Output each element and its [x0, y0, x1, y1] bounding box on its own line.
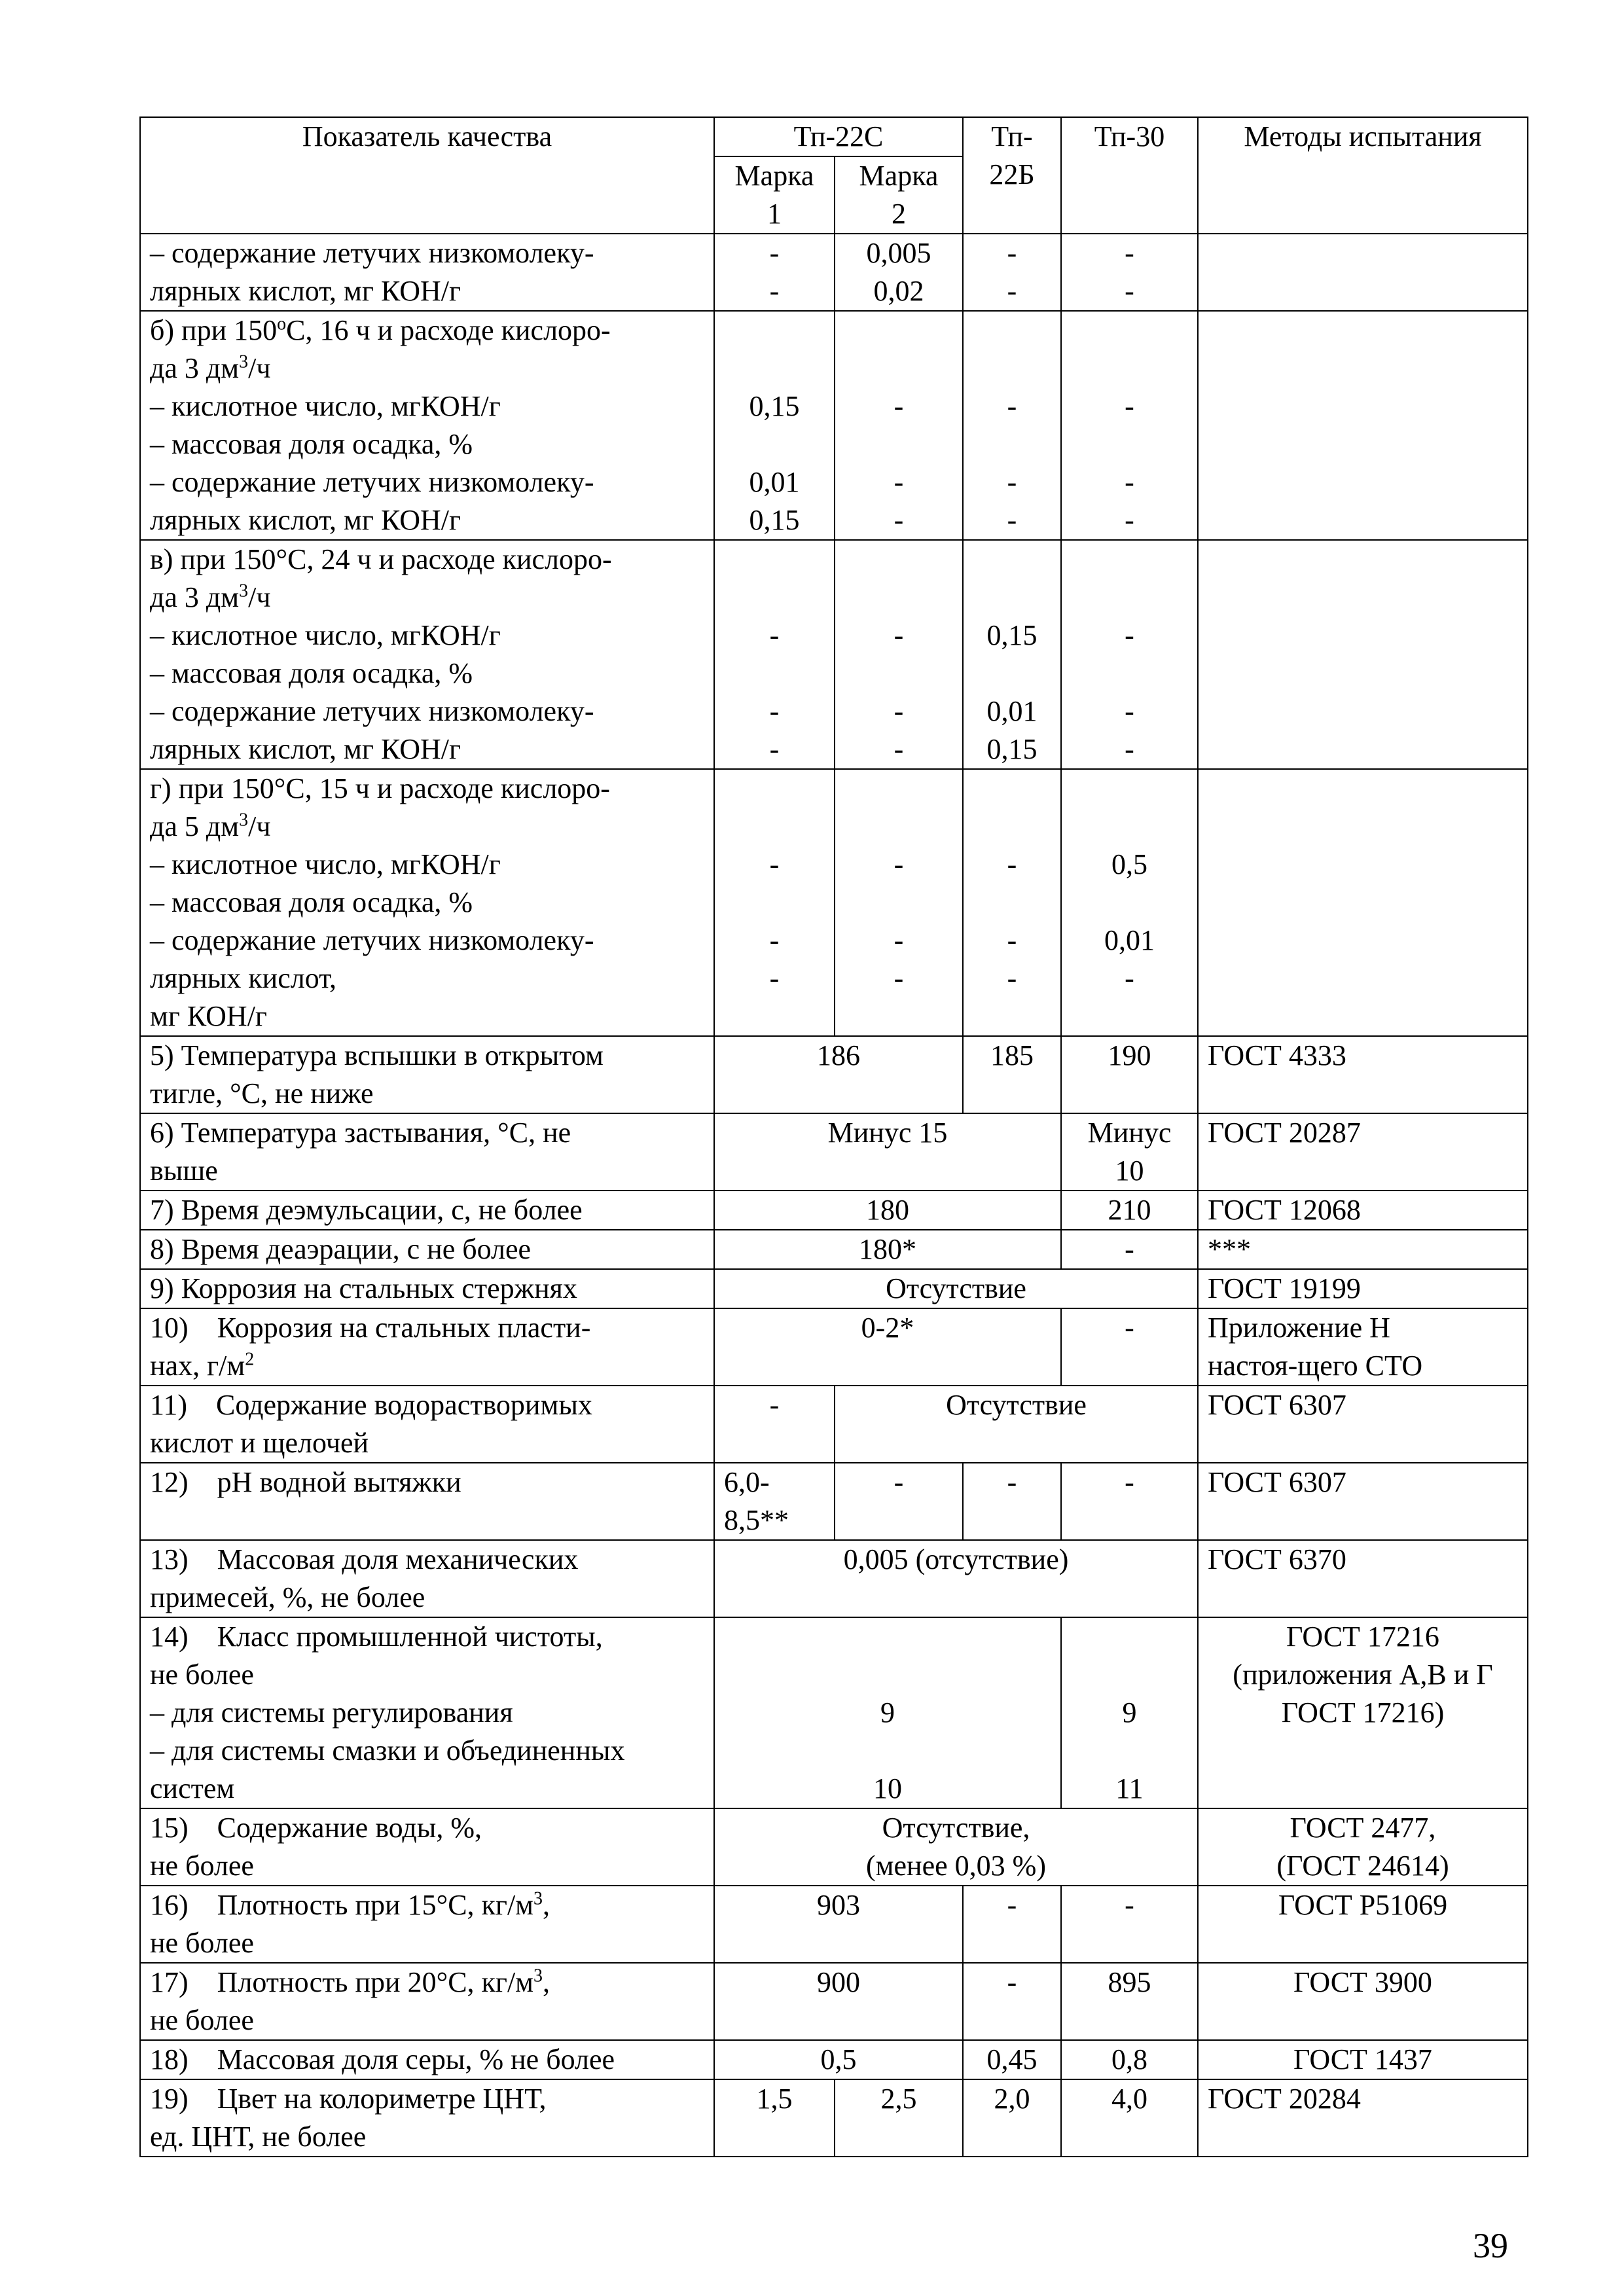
- row-label: 17) Плотность при 20°С, $кг/м^3$, не более: [140, 1963, 714, 2040]
- cell-all-grades: 0,005 (отсутствие): [714, 1540, 1198, 1617]
- cell-method: ГОСТ 3900: [1198, 1963, 1528, 2040]
- cell-tp30: 190: [1061, 1036, 1198, 1113]
- table-row: [140, 1269, 1528, 1308]
- cell-method: [1198, 311, 1528, 540]
- cell-method: ГОСТ 19199: [1198, 1269, 1528, 1308]
- cell-tp30: 4,0: [1061, 2079, 1198, 2157]
- cell-tp30: 0,8: [1061, 2040, 1198, 2079]
- cell-method: ГОСТ 2477, (ГОСТ 24614): [1198, 1808, 1528, 1886]
- table-row: [140, 1113, 1528, 1191]
- row-label: 11) Содержание водорастворимых кислот и щелочей: [140, 1386, 714, 1463]
- cell-tp30: Минус 10: [1061, 1113, 1198, 1191]
- row-label: 13) Массовая доля механических примесей, %, не более: [140, 1540, 714, 1617]
- table-row: [140, 1617, 1528, 1808]
- row-label: 10) Коррозия на стальных пласти- нах, $г/м^2$: [140, 1308, 714, 1386]
- quality-table: [139, 117, 1528, 2157]
- table-row: [140, 1386, 1528, 1463]
- header-grade-2: Марка 2: [835, 156, 963, 234]
- cell-all-grades: Отсутствие, (менее 0,03 %): [714, 1808, 1198, 1886]
- cell-tp22c-tp22b: 0-2*: [714, 1308, 1061, 1386]
- row-label: в) при 150°С, 24 ч и расходе кислоро- да 3 $дм^3/ч$ – кислотное число, мгКОН/г – массовая доля осадка, % – содержание летучих низкомолеку- лярных кислот, мг КОН/г: [140, 540, 714, 769]
- cell-method: ГОСТ 17216 (приложения А,В и Г ГОСТ 17216): [1198, 1617, 1528, 1808]
- cell-grade-2: 0,005 0,02: [835, 234, 963, 311]
- cell-all-grades: Отсутствие: [714, 1269, 1198, 1308]
- cell-grade-1: -: [714, 1386, 835, 1463]
- table-row: [140, 2040, 1528, 2079]
- cell-tp30: -: [1061, 1230, 1198, 1269]
- cell-grade-1: - - -: [714, 540, 835, 769]
- table-header-row: [140, 117, 1528, 156]
- cell-tp22c-tp22b: 180: [714, 1191, 1061, 1230]
- table-row: [140, 1808, 1528, 1886]
- row-label: 18) Массовая доля серы, % не более: [140, 2040, 714, 2079]
- header-indicator: Показатель качества: [140, 117, 714, 234]
- cell-tp22b: 0,15 0,01 0,15: [963, 540, 1061, 769]
- cell-tp22c-tp22b: Минус 15: [714, 1113, 1061, 1191]
- header-tp30: Тп-30: [1061, 117, 1198, 234]
- cell-tp30: -: [1061, 1886, 1198, 1963]
- row-label: 8) Время деаэрации, с не более: [140, 1230, 714, 1269]
- table-row: [140, 1191, 1528, 1230]
- table-row: [140, 1463, 1528, 1540]
- row-label: 15) Содержание воды, %, не более: [140, 1808, 714, 1886]
- cell-tp22c: 900: [714, 1963, 963, 2040]
- table-row: [140, 1036, 1528, 1113]
- row-label: 5) Температура вспышки в открытом тигле, °С, не ниже: [140, 1036, 714, 1113]
- table-row: [140, 1963, 1528, 2040]
- cell-method: [1198, 540, 1528, 769]
- cell-method: ГОСТ 6307: [1198, 1463, 1528, 1540]
- cell-tp30: 9 11: [1061, 1617, 1198, 1808]
- cell-grade-2: 2,5: [835, 2079, 963, 2157]
- table-row: [140, 311, 1528, 540]
- cell-tp22b: 0,45: [963, 2040, 1061, 2079]
- cell-method: [1198, 769, 1528, 1036]
- table-row: [140, 1886, 1528, 1963]
- table-row: [140, 1540, 1528, 1617]
- row-label: 9) Коррозия на стальных стержнях: [140, 1269, 714, 1308]
- cell-tp30: 895: [1061, 1963, 1198, 2040]
- header-tp22b: Тп- 22Б: [963, 117, 1061, 234]
- cell-tp30: - - -: [1061, 311, 1198, 540]
- cell-grade-1: - - -: [714, 769, 835, 1036]
- row-label: 19) Цвет на колориметре ЦНТ, ед. ЦНТ, не более: [140, 2079, 714, 2157]
- cell-grade-2-to-tp30: Отсутствие: [835, 1386, 1198, 1463]
- header-grade-1: Марка 1: [714, 156, 835, 234]
- table-row: [140, 2079, 1528, 2157]
- header-methods: Методы испытания: [1198, 117, 1528, 234]
- table-row: [140, 540, 1528, 769]
- cell-tp22b: 2,0: [963, 2079, 1061, 2157]
- cell-tp30: - -: [1061, 234, 1198, 311]
- cell-method: [1198, 234, 1528, 311]
- cell-tp22b: - - -: [963, 769, 1061, 1036]
- header-tp22c: Тп-22С: [714, 117, 963, 156]
- cell-tp22c: 0,5: [714, 2040, 963, 2079]
- table-row: [140, 769, 1528, 1036]
- row-label: б) при $150^оС$, 16 ч и расходе кислоро- да 3 $дм^3/ч$ – кислотное число, мгКОН/г – массовая доля осадка, % – содержание летучих низкомолеку- лярных кислот, мг КОН/г: [140, 311, 714, 540]
- row-label: г) при 150°С, 15 ч и расходе кислоро- да 5 $дм^3/ч$ – кислотное число, мгКОН/г – массовая доля осадка, % – содержание летучих низкомолеку- лярных кислот, мг КОН/г: [140, 769, 714, 1036]
- row-label: 16) Плотность при 15°С, $кг/м^3$, не более: [140, 1886, 714, 1963]
- cell-method: Приложение Н настоя-щего СТО: [1198, 1308, 1528, 1386]
- cell-tp22c: 903: [714, 1886, 963, 1963]
- cell-tp30: - - -: [1061, 540, 1198, 769]
- cell-method: ГОСТ 1437: [1198, 2040, 1528, 2079]
- cell-grade-1: 6,0- 8,5**: [714, 1463, 835, 1540]
- cell-tp22b: - -: [963, 234, 1061, 311]
- cell-tp22c-tp22b: 9 10: [714, 1617, 1061, 1808]
- cell-tp30: 0,5 0,01 -: [1061, 769, 1198, 1036]
- table-row: [140, 1308, 1528, 1386]
- page-number: 39: [1473, 2226, 1508, 2265]
- row-label: 14) Класс промышленной чистоты, не более – для системы регулирования – для системы смазки и объединенных систем: [140, 1617, 714, 1808]
- cell-grade-2: - - -: [835, 769, 963, 1036]
- cell-tp22b: - - -: [963, 311, 1061, 540]
- row-label: – содержание летучих низкомолеку- лярных кислот, мг КОН/г: [140, 234, 714, 311]
- cell-tp30: 210: [1061, 1191, 1198, 1230]
- cell-method: ГОСТ 6370: [1198, 1540, 1528, 1617]
- row-label: 7) Время деэмульсации, с, не более: [140, 1191, 714, 1230]
- cell-method: ГОСТ 20284: [1198, 2079, 1528, 2157]
- cell-tp22b: -: [963, 1886, 1061, 1963]
- cell-grade-1: 1,5: [714, 2079, 835, 2157]
- table-row: [140, 1230, 1528, 1269]
- cell-tp30: -: [1061, 1308, 1198, 1386]
- table-row: [140, 234, 1528, 311]
- row-label: 12) pH водной вытяжки: [140, 1463, 714, 1540]
- cell-method: ГОСТ 20287: [1198, 1113, 1528, 1191]
- cell-tp30: -: [1061, 1463, 1198, 1540]
- cell-tp22b: 185: [963, 1036, 1061, 1113]
- cell-grade-2: - - -: [835, 311, 963, 540]
- cell-method: ГОСТ 4333: [1198, 1036, 1528, 1113]
- cell-grade-1: - -: [714, 234, 835, 311]
- cell-method: ГОСТ 12068: [1198, 1191, 1528, 1230]
- cell-tp22b: -: [963, 1463, 1061, 1540]
- cell-grade-2: - - -: [835, 540, 963, 769]
- cell-grade-2: -: [835, 1463, 963, 1540]
- cell-grade-1: 0,15 0,01 0,15: [714, 311, 835, 540]
- cell-method: ***: [1198, 1230, 1528, 1269]
- cell-tp22b: -: [963, 1963, 1061, 2040]
- cell-method: ГОСТ 6307: [1198, 1386, 1528, 1463]
- cell-tp22c: 186: [714, 1036, 963, 1113]
- row-label: 6) Температура застывания, °С, не выше: [140, 1113, 714, 1191]
- cell-method: ГОСТ Р51069: [1198, 1886, 1528, 1963]
- cell-tp22c-tp22b: 180*: [714, 1230, 1061, 1269]
